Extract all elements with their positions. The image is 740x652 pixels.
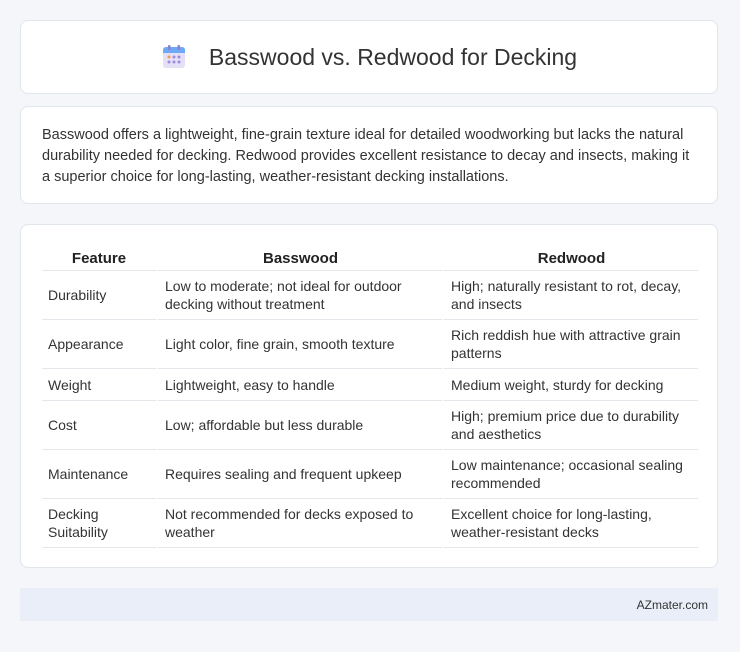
- row-basswood: Light color, fine grain, smooth texture: [156, 320, 442, 369]
- header-redwood: Redwood: [442, 245, 698, 271]
- table-row: [42, 369, 698, 401]
- title-card: [20, 20, 718, 94]
- footer-brand[interactable]: AZmater.com: [636, 597, 708, 612]
- intro-card: [20, 106, 718, 204]
- row-redwood: Excellent choice for long-lasting, weather-resistant decks: [442, 499, 698, 548]
- intro-paragraph: Basswood offers a lightweight, fine-grain texture ideal for detailed woodworking but lacks the natural durability needed for decking. Redwood provides excellent resistance to decay and insects, making it a superior choice for long-lasting, weather-resistant decking installations.: [42, 127, 690, 185]
- comparison-table-card: [20, 224, 718, 568]
- header-feature: Feature: [42, 245, 156, 271]
- row-basswood: Lightweight, easy to handle: [156, 369, 442, 401]
- calendar-grid-icon: [161, 44, 187, 70]
- table-row: [42, 499, 698, 548]
- table-row: [42, 271, 698, 320]
- table-row: [42, 450, 698, 499]
- table-row: [42, 401, 698, 450]
- page-title: Basswood vs. Redwood for Decking: [208, 43, 578, 70]
- footer-bar: [20, 588, 718, 621]
- row-basswood: Requires sealing and frequent upkeep: [156, 450, 442, 499]
- table-row: [42, 320, 698, 369]
- row-feature: Cost: [42, 401, 156, 450]
- row-redwood: High; premium price due to durability and aesthetics: [442, 401, 698, 450]
- row-feature: Appearance: [42, 320, 156, 369]
- row-redwood: Medium weight, sturdy for decking: [442, 369, 698, 401]
- row-feature: Decking Suitability: [42, 499, 156, 548]
- row-redwood: Low maintenance; occasional sealing recommended: [442, 450, 698, 499]
- row-feature: Durability: [42, 271, 156, 320]
- table-header-row: [42, 245, 698, 271]
- row-feature: Weight: [42, 369, 156, 401]
- comparison-table: [42, 245, 698, 548]
- row-basswood: Low to moderate; not ideal for outdoor decking without treatment: [156, 271, 442, 320]
- row-feature: Maintenance: [42, 450, 156, 499]
- row-basswood: Low; affordable but less durable: [156, 401, 442, 450]
- header-basswood: Basswood: [156, 245, 442, 271]
- row-redwood: Rich reddish hue with attractive grain patterns: [442, 320, 698, 369]
- row-redwood: High; naturally resistant to rot, decay, and insects: [442, 271, 698, 320]
- row-basswood: Not recommended for decks exposed to weather: [156, 499, 442, 548]
